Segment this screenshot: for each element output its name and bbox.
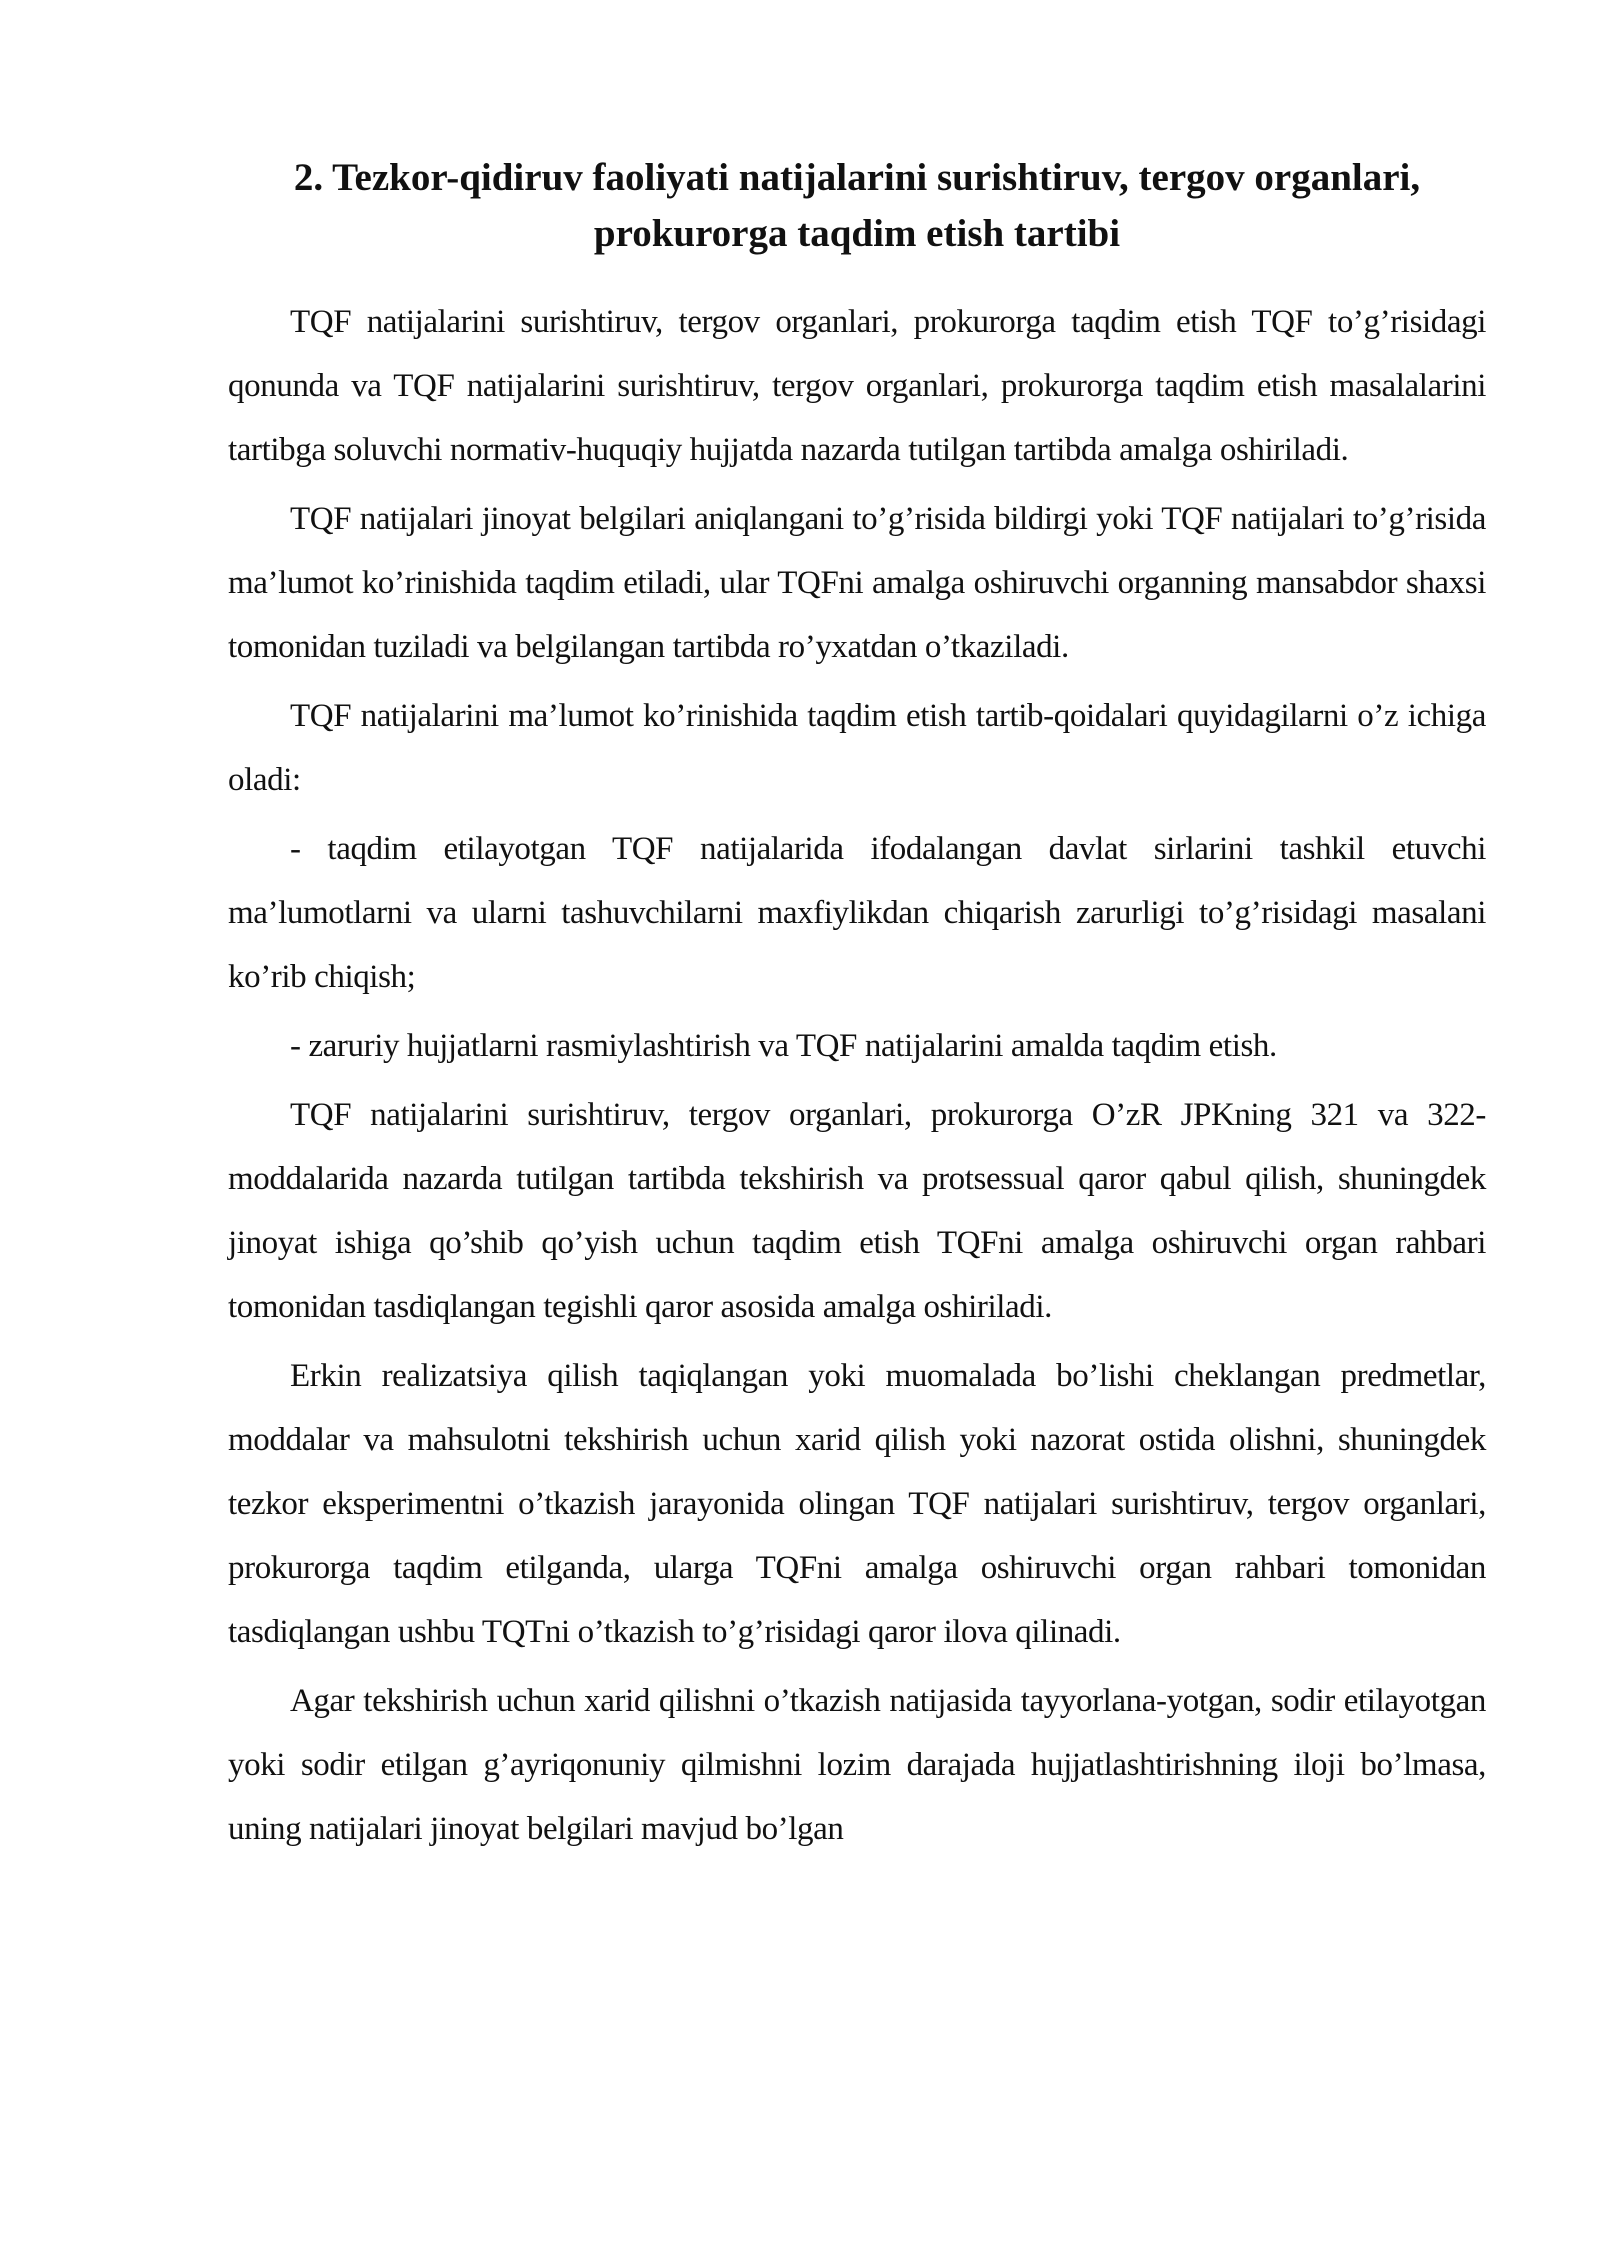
paragraph-6: Agar tekshirish uchun xarid qilishni o’tkazish natijasida tayyorlana-yotgan, sodir etilayotgan yoki sodir etilgan g’ayriqonuniy qilmishni lozim darajada hujjatlashtirishning iloji bo’lmasa, uning natijalari jinoyat belgilari mavjud bo’lgan	[228, 1683, 1486, 1847]
paragraph-2: TQF natijalari jinoyat belgilari aniqlangani to’g’risida bildirgi yoki TQF natijalari to’g’risida ma’lumot ko’rinishida taqdim etiladi, ular TQFni amalga oshiruvchi organning mansabdor shaxsi tomonidan tuziladi va belgilangan tartibda ro’yxatdan o’tkaziladi.	[228, 501, 1486, 665]
list-item-2: - zaruriy hujjatlarni rasmiylashtirish va TQF natijalarini amalda taqdim etish.	[290, 1028, 1277, 1064]
document-page	[228, 150, 1486, 1866]
paragraph-3: TQF natijalarini ma’lumot ko’rinishida taqdim etish tartib-qoidalari quyidagilarni o’z ichiga oladi:	[228, 698, 1486, 798]
paragraph-1: TQF natijalarini surishtiruv, tergov organlari, prokurorga taqdim etish TQF to’g’risidagi qonunda va TQF natijalarini surishtiruv, tergov organlari, prokurorga taqdim etish masalalarini tartibga soluvchi normativ-huquqiy hujjatda nazarda tutilgan tartibda amalga oshiriladi.	[228, 304, 1486, 468]
section-heading-line-2: prokurorga taqdim etish tartibi	[593, 212, 1121, 255]
section-heading	[228, 150, 1486, 262]
paragraph-5: Erkin realizatsiya qilish taqiqlangan yoki muomalada bo’lishi cheklangan predmetlar, moddalar va mahsulotni tekshirish uchun xarid qilish yoki nazorat ostida olishni, shuningdek tezkor eksperimentni o’tkazish jarayonida olingan TQF natijalari surishtiruv, tergov organlari, prokurorga taqdim etilganda, ularga TQFni amalga oshiruvchi organ rahbari tomonidan tasdiqlangan ushbu TQTni o’tkazish to’g’risidagi qaror ilova qilinadi.	[228, 1358, 1486, 1650]
section-heading-line-1: 2. Tezkor-qidiruv faoliyati natijalarini surishtiruv, tergov organlari,	[293, 156, 1421, 199]
paragraph-4: TQF natijalarini surishtiruv, tergov organlari, prokurorga O’zR JPKning 321 va 322-moddalarida nazarda tutilgan tartibda tekshirish va protsessual qaror qabul qilish, shuningdek jinoyat ishiga qo’shib qo’yish uchun taqdim etish TQFni amalga oshiruvchi organ rahbari tomonidan tasdiqlangan tegishli qaror asosida amalga oshiriladi.	[228, 1097, 1486, 1325]
list-item-1: - taqdim etilayotgan TQF natijalarida ifodalangan davlat sirlarini tashkil etuvchi ma’lumotlarni va ularni tashuvchilarni maxfiylikdan chiqarish zarurligi to’g’risidagi masalani ko’rib chiqish;	[228, 831, 1486, 995]
